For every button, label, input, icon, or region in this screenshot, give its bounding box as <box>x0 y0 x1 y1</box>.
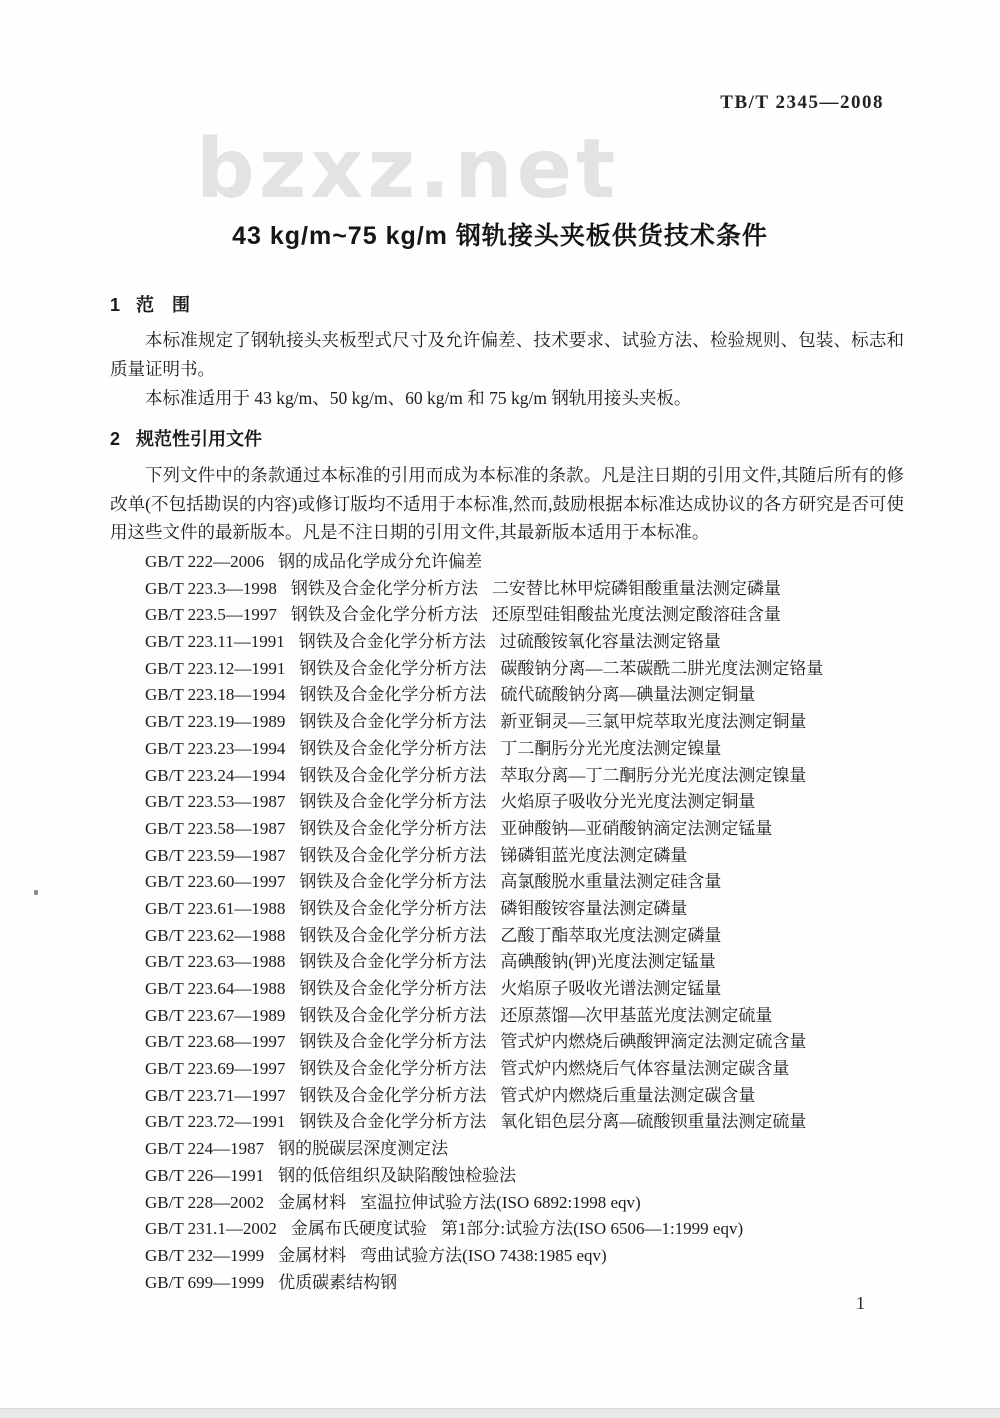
reference-method: 火焰原子吸收分光光度法测定铜量 <box>500 792 756 812</box>
reference-code: GB/T 699—1999 <box>145 1272 265 1292</box>
reference-method: 管式炉内燃烧后碘酸钾滴定法测定硫含量 <box>500 1032 807 1052</box>
reference-name: 钢铁及合金化学分析方法 <box>299 792 487 812</box>
reference-name: 钢铁及合金化学分析方法 <box>299 658 487 678</box>
reference-name: 钢铁及合金化学分析方法 <box>299 925 487 945</box>
reference-method: 亚砷酸钠—亚硝酸钠滴定法测定锰量 <box>500 818 773 838</box>
reference-method: 丁二酮肟分光光度法测定镍量 <box>500 738 722 758</box>
reference-code: GB/T 232—1999 <box>145 1245 265 1265</box>
reference-name: 钢铁及合金化学分析方法 <box>299 1112 487 1132</box>
document-title: 43 kg/m~75 kg/m 钢轨接头夹板供货技术条件 <box>232 222 768 250</box>
reference-method: 乙酸丁酯萃取光度法测定磷量 <box>500 925 722 945</box>
reference-item <box>145 656 935 683</box>
section-1-paragraph-1: 本标准规定了钢轨接头夹板型式尺寸及允许偏差、技术要求、试验方法、检验规则、包装、标志和质量证明书。 <box>110 330 904 379</box>
reference-name: 钢铁及合金化学分析方法 <box>299 1085 487 1105</box>
reference-method: 氧化铝色层分离—硫酸钡重量法测定硫量 <box>500 1112 807 1132</box>
section-2-heading-text: 规范性引用文件 <box>136 429 263 449</box>
reference-method: 管式炉内燃烧后气体容量法测定碳含量 <box>500 1059 790 1079</box>
reference-item <box>145 1190 935 1217</box>
reference-code: GB/T 223.11—1991 <box>145 632 285 652</box>
reference-name: 钢铁及合金化学分析方法 <box>299 872 487 892</box>
reference-name: 钢铁及合金化学分析方法 <box>290 605 478 625</box>
reference-item <box>145 549 935 576</box>
reference-method: 过硫酸铵氧化容量法测定铬量 <box>499 632 721 652</box>
reference-code: GB/T 223.5—1997 <box>145 605 277 625</box>
reference-item <box>145 602 935 629</box>
section-2-paragraph-1: 下列文件中的条款通过本标准的引用而成为本标准的条款。凡是注日期的引用文件,其随后所有的修改单(不包括勘误的内容)或修订版均不适用于本标准,然而,鼓励根据本标准达成协议的各方研究是否可使用这些文件的最新版本。凡是不注日期的引用文件,其最新版本适用于本标准。 <box>110 465 904 542</box>
reference-item <box>145 789 935 816</box>
reference-code: GB/T 223.24—1994 <box>145 765 286 785</box>
reference-method: 锑磷钼蓝光度法测定磷量 <box>500 845 688 865</box>
reference-name: 钢铁及合金化学分析方法 <box>299 818 487 838</box>
reference-name: 钢铁及合金化学分析方法 <box>299 979 487 998</box>
reference-method: 新亚铜灵—三氯甲烷萃取光度法测定铜量 <box>500 712 807 732</box>
reference-code: GB/T 223.69—1997 <box>145 1059 286 1079</box>
reference-item <box>145 763 935 790</box>
reference-code: GB/T 223.68—1997 <box>145 1032 286 1052</box>
reference-item <box>145 1056 935 1083</box>
reference-code: GB/T 223.3—1998 <box>145 578 277 598</box>
reference-method: 还原型硅钼酸盐光度法测定酸溶硅含量 <box>491 605 781 625</box>
reference-method: 第1部分:试验方法(ISO 6506—1:1999 eqv) <box>440 1219 744 1239</box>
reference-method: 室温拉伸试验方法(ISO 6892:1998 eqv) <box>360 1192 641 1212</box>
section-1-heading <box>110 291 190 317</box>
reference-name: 钢铁及合金化学分析方法 <box>299 845 487 865</box>
reference-name: 钢铁及合金化学分析方法 <box>299 738 487 758</box>
reference-code: GB/T 228—2002 <box>145 1192 265 1212</box>
reference-name: 金属布氏硬度试验 <box>290 1219 427 1239</box>
reference-item <box>145 1029 935 1056</box>
reference-code: GB/T 223.61—1988 <box>145 898 286 918</box>
reference-code: GB/T 223.72—1991 <box>145 1112 286 1132</box>
reference-method: 碳酸钠分离—二苯碳酰二肼光度法测定铬量 <box>500 658 824 678</box>
reference-item <box>145 869 935 896</box>
reference-item <box>145 1109 935 1136</box>
reference-item <box>145 736 935 763</box>
section-2-heading <box>110 425 262 451</box>
reference-name: 钢铁及合金化学分析方法 <box>290 578 478 598</box>
section-1-number: 1 <box>110 295 121 315</box>
reference-code: GB/T 226—1991 <box>145 1165 265 1185</box>
reference-method: 萃取分离—丁二酮肟分光光度法测定镍量 <box>500 765 807 785</box>
reference-code: GB/T 223.63—1988 <box>145 952 286 972</box>
scan-speck-artifact <box>34 890 38 895</box>
reference-item <box>145 709 935 736</box>
reference-code: GB/T 223.19—1989 <box>145 712 286 732</box>
reference-code: GB/T 222—2006 <box>145 552 265 571</box>
reference-name: 钢铁及合金化学分析方法 <box>299 952 487 972</box>
reference-name: 金属材料 <box>278 1192 347 1212</box>
reference-item <box>145 1083 935 1110</box>
reference-code: GB/T 223.18—1994 <box>145 685 286 705</box>
reference-name: 钢铁及合金化学分析方法 <box>299 898 487 918</box>
reference-item <box>145 1163 935 1190</box>
reference-name: 优质碳素结构钢 <box>278 1272 398 1292</box>
scan-edge-strip <box>0 1408 1000 1418</box>
reference-item <box>145 1003 935 1030</box>
reference-item <box>145 576 935 603</box>
reference-code: GB/T 223.60—1997 <box>145 872 286 892</box>
reference-code: GB/T 223.67—1989 <box>145 1005 286 1025</box>
section-1-paragraph-2: 本标准适用于 43 kg/m、50 kg/m、60 kg/m 和 75 kg/m 钢轨用接头夹板。 <box>145 388 692 408</box>
reference-item <box>145 949 935 976</box>
reference-item <box>145 1216 935 1243</box>
reference-method: 弯曲试验方法(ISO 7438:1985 eqv) <box>360 1245 607 1265</box>
reference-code: GB/T 223.23—1994 <box>145 738 286 758</box>
reference-item <box>145 682 935 709</box>
section-2-number: 2 <box>110 429 121 449</box>
reference-code: GB/T 223.59—1987 <box>145 845 286 865</box>
watermark-text: bzxz.net <box>196 122 620 217</box>
reference-item <box>145 843 935 870</box>
reference-name: 钢铁及合金化学分析方法 <box>299 1005 487 1025</box>
reference-name: 钢铁及合金化学分析方法 <box>299 685 487 705</box>
reference-item <box>145 629 935 656</box>
reference-item <box>145 1243 935 1270</box>
reference-item <box>145 976 935 1003</box>
reference-item <box>145 1270 935 1297</box>
reference-item <box>145 816 935 843</box>
reference-code: GB/T 224—1987 <box>145 1139 265 1159</box>
reference-name: 钢铁及合金化学分析方法 <box>299 1032 487 1052</box>
section-1-heading-text: 范 围 <box>136 295 191 315</box>
reference-name: 钢铁及合金化学分析方法 <box>299 1059 487 1079</box>
reference-name: 钢的成品化学成分允许偏差 <box>278 552 483 571</box>
reference-code: GB/T 231.1—2002 <box>145 1219 277 1239</box>
reference-code: GB/T 223.53—1987 <box>145 792 286 812</box>
reference-method: 高氯酸脱水重量法测定硅含量 <box>500 872 722 892</box>
reference-method: 还原蒸馏—次甲基蓝光度法测定硫量 <box>500 1005 773 1025</box>
reference-code: GB/T 223.64—1988 <box>145 979 286 998</box>
reference-name: 钢的低倍组织及缺陷酸蚀检验法 <box>278 1165 517 1185</box>
reference-item <box>145 896 935 923</box>
page-number: 1 <box>856 1293 865 1313</box>
reference-item <box>145 923 935 950</box>
reference-code: GB/T 223.62—1988 <box>145 925 286 945</box>
reference-method: 火焰原子吸收光谱法测定锰量 <box>500 979 722 998</box>
reference-method: 硫代硫酸钠分离—碘量法测定铜量 <box>500 685 756 705</box>
reference-name: 钢铁及合金化学分析方法 <box>299 765 487 785</box>
standard-number: TB/T 2345—2008 <box>720 92 884 113</box>
reference-code: GB/T 223.12—1991 <box>145 658 286 678</box>
reference-name: 钢的脱碳层深度测定法 <box>278 1139 449 1159</box>
reference-method: 二安替比林甲烷磷钼酸重量法测定磷量 <box>491 578 781 598</box>
reference-name: 钢铁及合金化学分析方法 <box>298 632 486 652</box>
reference-method: 磷钼酸铵容量法测定磷量 <box>500 898 688 918</box>
reference-method: 高碘酸钠(钾)光度法测定锰量 <box>500 952 716 972</box>
reference-name: 金属材料 <box>278 1245 347 1265</box>
reference-method: 管式炉内燃烧后重量法测定碳含量 <box>500 1085 756 1105</box>
reference-list <box>145 549 935 1296</box>
reference-code: GB/T 223.58—1987 <box>145 818 286 838</box>
reference-name: 钢铁及合金化学分析方法 <box>299 712 487 732</box>
reference-item <box>145 1136 935 1163</box>
reference-code: GB/T 223.71—1997 <box>145 1085 286 1105</box>
